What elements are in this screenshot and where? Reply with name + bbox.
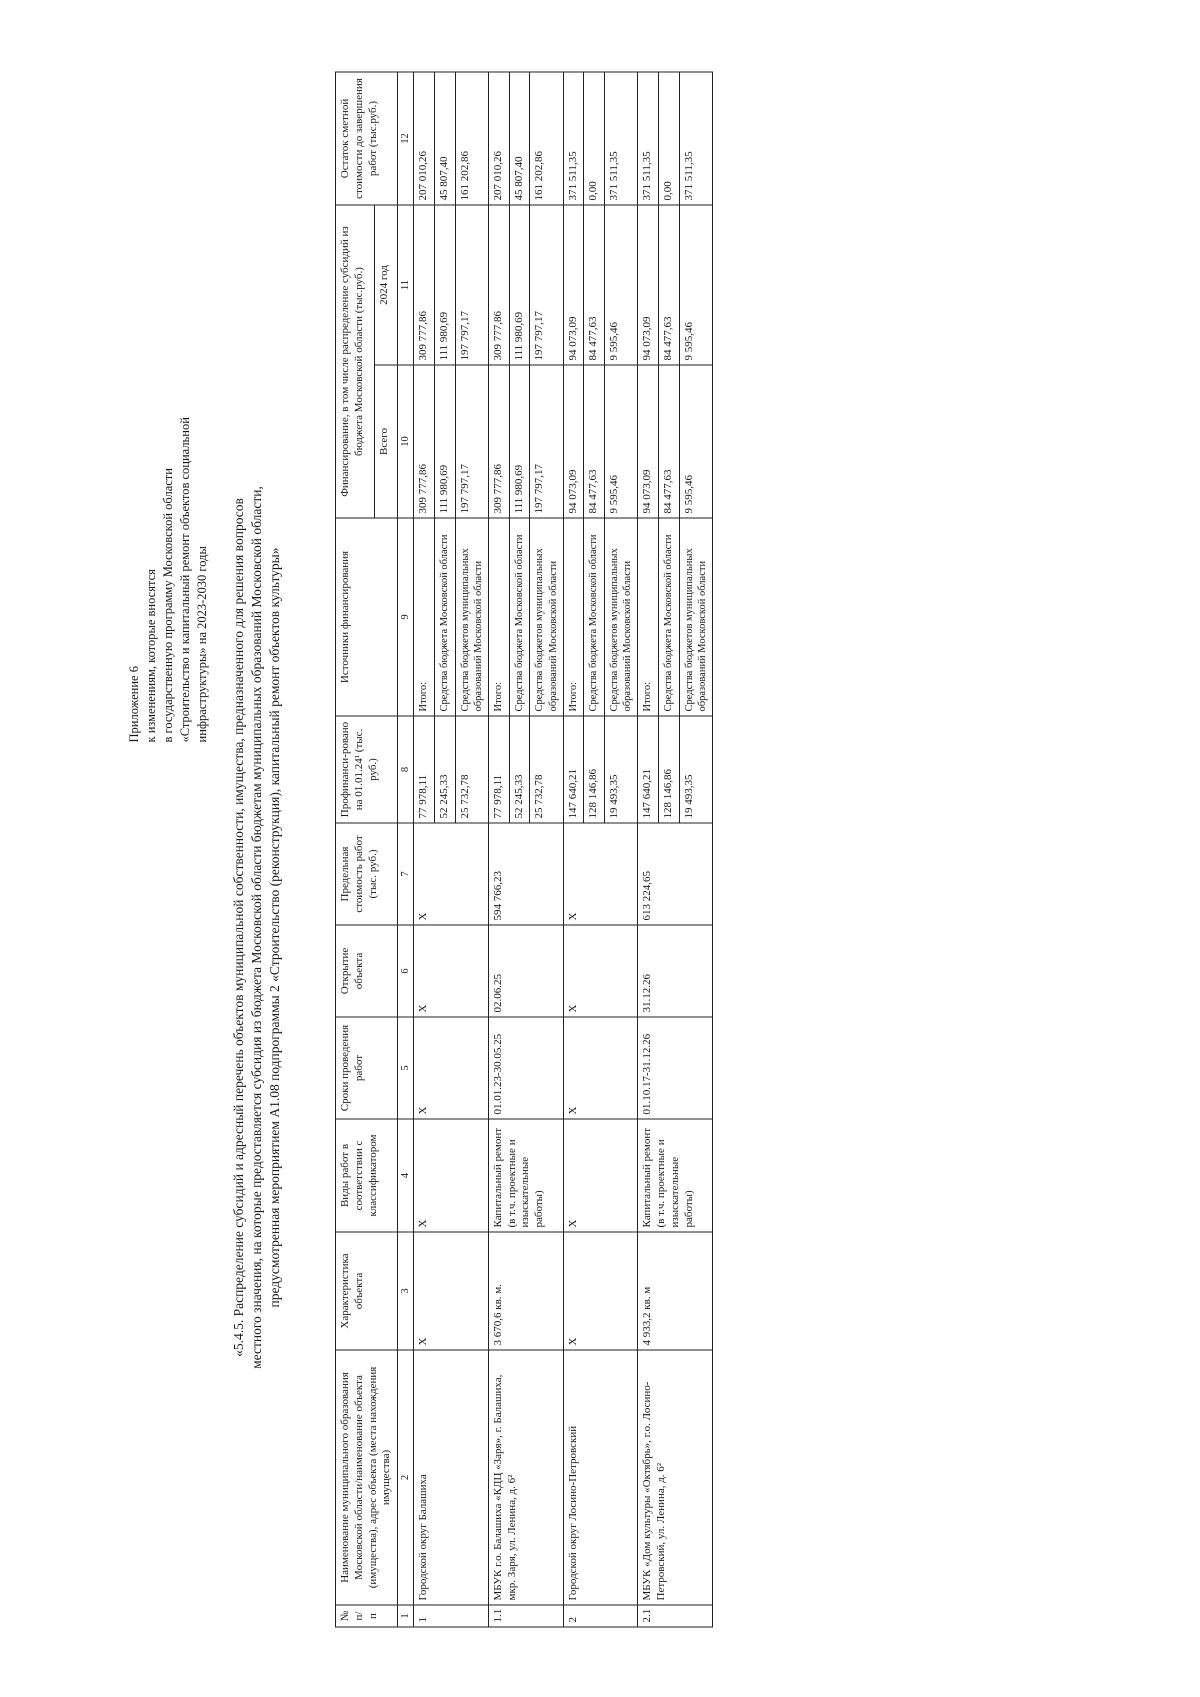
appendix-line: к изменениям, которые вносятся [143, 568, 158, 742]
row-characteristic: 3 670,6 кв. м. [488, 1232, 563, 1350]
header-financing: Финансирование, в том числе распределение субсидий из бюджета Московской области (тыс.руб.) [336, 205, 375, 518]
row-remainder: 371 511,35 [605, 72, 638, 205]
row-year: 197 797,17 [455, 205, 488, 365]
row-prefinanced: 147 640,21 [563, 716, 584, 823]
row-characteristic: X [414, 1232, 489, 1350]
column-number: 8 [398, 716, 414, 823]
row-total: 197 797,17 [530, 365, 563, 518]
row-remainder: 45 807,40 [509, 72, 530, 205]
heading-line: местного значения, на которые предоставляется субсидия из бюджета Московской области бюджетам муниципальных образований Московской области, [249, 485, 265, 1369]
row-remainder: 161 202,86 [455, 72, 488, 205]
column-number: 9 [398, 518, 414, 716]
row-remainder: 371 511,35 [638, 72, 659, 205]
table-row [488, 72, 509, 1627]
row-total: 111 980,69 [434, 365, 455, 518]
row-total: 309 777,86 [414, 365, 435, 518]
row-opening: X [563, 925, 638, 1017]
table-row [414, 72, 435, 1627]
table-row [563, 72, 584, 1627]
row-prefinanced: 19 493,35 [679, 716, 712, 823]
row-year: 94 073,09 [563, 205, 584, 365]
heading-line: «5.4.5. Распределение субсидий и адресный перечень объектов муниципальной собственности, имущества, предназначенного для решения вопросов [231, 497, 246, 1357]
row-total: 94 073,09 [563, 365, 584, 518]
row-source: Итого: [638, 518, 659, 716]
row-terms: X [563, 1017, 638, 1119]
row-prefinanced: 19 493,35 [605, 716, 638, 823]
row-year: 94 073,09 [638, 205, 659, 365]
header-num: № п/п [336, 1605, 398, 1627]
column-number: 10 [398, 365, 414, 518]
row-year: 84 477,63 [659, 205, 680, 365]
row-year: 111 980,69 [509, 205, 530, 365]
header-work-kind: Виды работ в соответствии с классификатором [336, 1119, 398, 1232]
row-total: 197 797,17 [455, 365, 488, 518]
header-year: 2024 год [374, 205, 397, 365]
row-prefinanced: 77 978,11 [414, 716, 435, 823]
column-number: 12 [398, 72, 414, 205]
row-source: Средства бюджетов муниципальных образований Московской области [530, 518, 563, 716]
row-cost: X [563, 823, 638, 925]
row-remainder: 371 511,35 [563, 72, 584, 205]
row-work-kind: Капитальный ремонт (в т.ч. проектные и изыскательные работы) [638, 1119, 713, 1232]
section-heading [230, 277, 285, 1577]
header-cost: Предельная стоимость работ (тыс. руб.) [336, 823, 398, 925]
appendix-line: «Строительство и капитальный ремонт объектов социальной [177, 416, 192, 742]
row-prefinanced: 77 978,11 [488, 716, 509, 823]
row-name: МБУК г.о. Балашиха «КДЦ «Заря», г. Балашиха, мкр. Заря, ул. Ленина, д. 6² [488, 1350, 563, 1605]
row-num: 2 [563, 1605, 638, 1627]
row-remainder: 207 010,26 [488, 72, 509, 205]
row-prefinanced: 128 146,86 [659, 716, 680, 823]
row-year: 9 595,46 [605, 205, 638, 365]
column-number: 3 [398, 1232, 414, 1350]
column-number: 11 [398, 205, 414, 365]
row-remainder: 161 202,86 [530, 72, 563, 205]
row-source: Итого: [488, 518, 509, 716]
header-prefinanced: Профинанси-ровано на 01.01.24¹ (тыс. руб.) [336, 716, 398, 823]
row-terms: X [414, 1017, 489, 1119]
row-year: 197 797,17 [530, 205, 563, 365]
row-characteristic: 4 933,2 кв. м [638, 1232, 713, 1350]
appendix-line: в государственную программу Московской области [160, 467, 175, 742]
row-terms: 01.10.17-31.12.26 [638, 1017, 713, 1119]
table-row [638, 72, 659, 1627]
row-year: 84 477,63 [584, 205, 605, 365]
appendix-line: инфраструктуры» на 2023-2030 годы [194, 545, 209, 742]
row-source: Средства бюджета Московской области [434, 518, 455, 716]
header-terms: Сроки проведения работ [336, 1017, 398, 1119]
header-source: Источники финансирования [336, 518, 398, 716]
appendix-line: Приложение 6 [127, 665, 141, 742]
row-prefinanced: 25 732,78 [455, 716, 488, 823]
row-source: Итого: [414, 518, 435, 716]
row-source: Средства бюджета Московской области [659, 518, 680, 716]
row-source: Средства бюджета Московской области [584, 518, 605, 716]
header-remainder: Остаток сметной стоимости до завершения работ (тыс.руб.) [336, 72, 398, 205]
row-total: 309 777,86 [488, 365, 509, 518]
row-prefinanced: 147 640,21 [638, 716, 659, 823]
row-terms: 01.01.23-30.05.25 [488, 1017, 563, 1119]
column-number: 2 [398, 1350, 414, 1605]
row-remainder: 0,00 [659, 72, 680, 205]
column-number: 7 [398, 823, 414, 925]
row-total: 9 595,46 [679, 365, 712, 518]
row-prefinanced: 52 245,33 [509, 716, 530, 823]
row-source: Средства бюджетов муниципальных образований Московской области [679, 518, 712, 716]
row-work-kind: Капитальный ремонт (в т.ч. проектные и изыскательные работы) [488, 1119, 563, 1232]
row-total: 84 477,63 [584, 365, 605, 518]
row-prefinanced: 52 245,33 [434, 716, 455, 823]
row-work-kind: X [414, 1119, 489, 1232]
column-number: 1 [398, 1605, 414, 1627]
row-total: 84 477,63 [659, 365, 680, 518]
row-work-kind: X [563, 1119, 638, 1232]
row-total: 9 595,46 [605, 365, 638, 518]
row-prefinanced: 25 732,78 [530, 716, 563, 823]
row-cost: X [414, 823, 489, 925]
column-number-row [398, 72, 414, 1627]
row-source: Итого: [563, 518, 584, 716]
appendix-block [126, 182, 210, 742]
header-total: Всего [374, 365, 397, 518]
row-remainder: 0,00 [584, 72, 605, 205]
row-name: МБУК «Дом культуры «Октябрь», г.о. Лосино-Петровский, ул. Ленина, д. 6² [638, 1350, 713, 1605]
row-opening: X [414, 925, 489, 1017]
row-source: Средства бюджетов муниципальных образований Московской области [605, 518, 638, 716]
column-number: 6 [398, 925, 414, 1017]
row-source: Средства бюджета Московской области [509, 518, 530, 716]
row-opening: 02.06.25 [488, 925, 563, 1017]
column-number: 5 [398, 1017, 414, 1119]
row-remainder: 371 511,35 [679, 72, 712, 205]
row-year: 9 595,46 [679, 205, 712, 365]
row-cost: 594 766,23 [488, 823, 563, 925]
row-total: 111 980,69 [509, 365, 530, 518]
heading-line: предусмотренная мероприятием A1.08 подпрограммы 2 «Строительство (реконструкция), капитальный ремонт объектов культуры» [267, 547, 283, 1307]
row-remainder: 45 807,40 [434, 72, 455, 205]
subsidy-table [335, 71, 713, 1627]
row-characteristic: X [563, 1232, 638, 1350]
row-opening: 31.12.26 [638, 925, 713, 1017]
row-num: 2.1 [638, 1605, 713, 1627]
row-num: 1 [414, 1605, 489, 1627]
row-total: 94 073,09 [638, 365, 659, 518]
row-year: 309 777,86 [414, 205, 435, 365]
column-number: 4 [398, 1119, 414, 1232]
row-cost: 613 224,65 [638, 823, 713, 925]
row-prefinanced: 128 146,86 [584, 716, 605, 823]
header-characteristic: Характеристика объекта [336, 1232, 398, 1350]
row-remainder: 207 010,26 [414, 72, 435, 205]
row-name: Городской округ Лосино-Петровский [563, 1350, 638, 1605]
header-name: Наименование муниципального образования Московской области/наименование объекта (имущества), адрес объекта (места нахождения имущества) [336, 1350, 398, 1605]
row-num: 1.1 [488, 1605, 563, 1627]
row-name: Городской округ Балашиха [414, 1350, 489, 1605]
row-source: Средства бюджетов муниципальных образований Московской области [455, 518, 488, 716]
row-year: 309 777,86 [488, 205, 509, 365]
row-year: 111 980,69 [434, 205, 455, 365]
header-opening: Открытие объекта [336, 925, 398, 1017]
